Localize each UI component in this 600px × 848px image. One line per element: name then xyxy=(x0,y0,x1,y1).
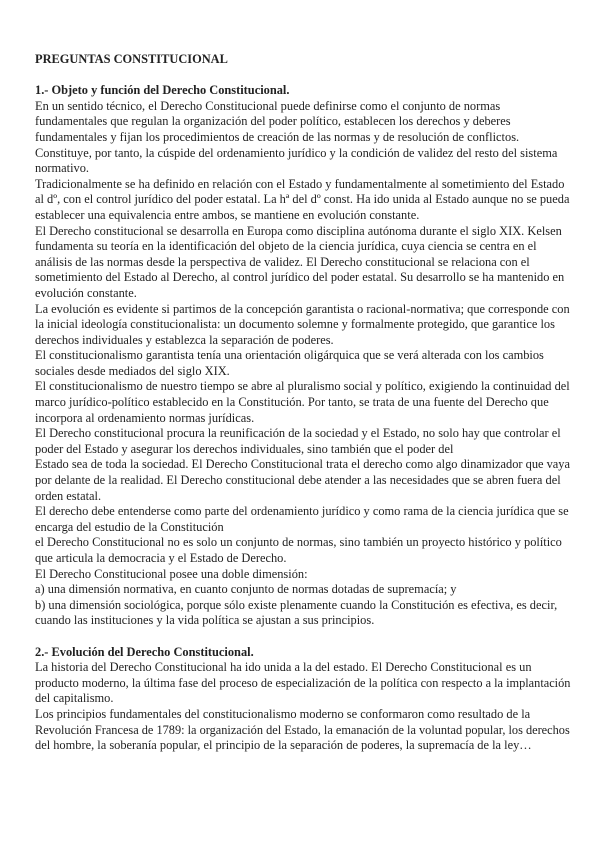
text-line: a) una dimensión normativa, en cuanto conjunto de normas dotadas de supremacía; y xyxy=(35,582,457,597)
text-line: poder del Estado y asegurar los derechos individuales, sino también que el poder del xyxy=(35,441,454,456)
section-heading: 2.- Evolución del Derecho Constitucional. xyxy=(35,644,254,659)
text-line: normativo. xyxy=(35,161,90,176)
text-line: fundamentales que regulan la organización del poder político, establecen los derechos y deberes xyxy=(35,114,511,129)
text-line: El Derecho constitucional se desarrolla en Europa como disciplina autónoma durante el siglo XIX. Kelsen xyxy=(35,223,562,238)
text-line: La historia del Derecho Constitucional ha ido unida a la del estado. El Derecho Constitucional es un xyxy=(35,660,532,675)
text-line: Estado sea de toda la sociedad. El Derecho Constitucional trata el derecho como algo dinamizador que vaya xyxy=(35,457,571,472)
text-line: El constitucionalismo garantista tenía una orientación oligárquica que se verá alterada con los cambios xyxy=(35,348,544,363)
section-2 xyxy=(35,645,570,754)
text-line: sometimiento del Estado al Derecho, al control jurídico del poder estatal. Su desarrollo se ha mantenido en xyxy=(35,270,565,285)
text-line: El constitucionalismo de nuestro tiempo se abre al pluralismo social y político, exigiendo la continuidad del xyxy=(35,379,570,394)
text-line: que articula la democracia y el Estado de Derecho. xyxy=(35,551,287,565)
text-line: establecer una equivalencia entre ambos, se mantiene en evolución constante. xyxy=(35,207,420,222)
text-line: El derecho debe entenderse como parte del ordenamiento jurídico y como rama de la ciencia jurídica que se xyxy=(35,504,569,519)
spacer xyxy=(35,68,570,84)
text-line: la inicial ideología constitucionalista: un documento solemne y formalmente protegido, que garantice los xyxy=(35,317,555,332)
text-line: del hombre, la soberanía popular, el principio de la separación de poderes, la supremacía de la ley… xyxy=(35,738,532,753)
text-line: marco jurídico-político establecido en la Constitución. Por tanto, se trata de una fuente del Derecho que xyxy=(35,395,549,410)
text-line: El Derecho constitucional procura la reunificación de la sociedad y el Estado, no solo hay que controlar el xyxy=(35,426,561,441)
text-line: fundamenta su teoría en la identificación del objeto de la ciencia jurídica, cuya ciencia se centra en el xyxy=(35,239,537,254)
section-heading: 1.- Objeto y función del Derecho Constitucional. xyxy=(35,83,290,98)
document-body xyxy=(35,83,570,754)
text-line: el Derecho Constitucional no es solo un conjunto de normas, sino también un proyecto histórico y político xyxy=(35,535,562,550)
text-line: sociales desde mediados del siglo XIX. xyxy=(35,363,230,378)
text-line: Constituye, por tanto, la cúspide del ordenamiento jurídico y la condición de validez del resto del sistema xyxy=(35,145,558,160)
text-line: orden estatal. xyxy=(35,488,102,503)
text-line: Revolución Francesa de 1789: la organización del Estado, la emanación de la voluntad popular, los derechos xyxy=(35,722,570,737)
text-line: La evolución es evidente si partimos de la concepción garantista o racional-normativa; que corresponde con xyxy=(35,301,570,316)
text-line: análisis de las normas desde la perspectiva de validez. El Derecho constitucional se relaciona con el xyxy=(35,254,530,269)
text-line: por delante de la realidad. El Derecho constitucional debe atender a las necesidades que se abren fuera del xyxy=(35,473,561,488)
text-line: evolución constante. xyxy=(35,285,137,300)
text-line: encarga del estudio de la Constitución xyxy=(35,519,224,534)
text-line: El Derecho Constitucional posee una doble dimensión: xyxy=(35,566,308,581)
text-line: b) una dimensión sociológica, porque sólo existe plenamente cuando la Constitución es efectiva, es decir, xyxy=(35,597,558,612)
document-page xyxy=(35,52,570,754)
spacer xyxy=(35,629,570,645)
text-line: cuando las instituciones y la vida política se ajustan a sus principios. xyxy=(35,613,375,628)
text-line: En un sentido técnico, el Derecho Constitucional puede definirse como el conjunto de normas xyxy=(35,98,501,113)
text-line: del capitalismo. xyxy=(35,691,114,706)
text-line: incorpora al ordenamiento normas jurídicas. xyxy=(35,410,255,425)
text-line: Los principios fundamentales del constitucionalismo moderno se conformaron como resultado de la xyxy=(35,706,531,721)
text-line: producto moderno, la última fase del proceso de especialización de la política con respecto a la implantación xyxy=(35,675,571,690)
document-title: PREGUNTAS CONSTITUCIONAL xyxy=(35,52,228,66)
section-1 xyxy=(35,83,570,629)
text-line: derechos individuales y establezca la separación de poderes. xyxy=(35,332,334,347)
text-line: Tradicionalmente se ha definido en relación con el Estado y fundamentalmente al sometimiento del Estado xyxy=(35,176,565,191)
text-line: fundamentales y fijan los procedimientos de creación de las normas y de resolución de conflictos. xyxy=(35,129,520,144)
text-line: al dº, con el control jurídico del poder estatal. La hª del dº const. Ha ido unida al Estado aunque no se pueda xyxy=(35,192,570,207)
